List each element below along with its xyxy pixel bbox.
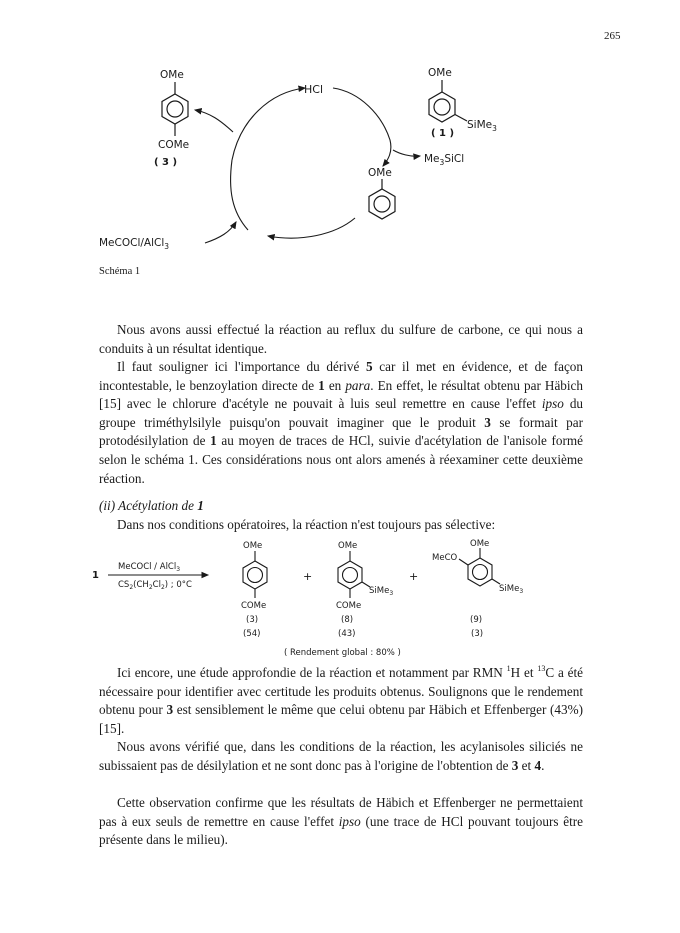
compound-3-come: COMe	[158, 139, 190, 151]
product-3-yield: (54)	[243, 629, 261, 639]
product-8-label: (8)	[341, 615, 354, 625]
paragraph-2: Il faut souligner ici l'importance du dérivé 5 car il met en évidence, et de façon incontestable, le benzoylation directe de 1 en para. En effet, le résultat obtenu par Häbich [15] avec le chlorure d'acétyle ne pouvait à luis seul remettre en cause l'effet ipso du groupe triméthylsilyle puisqu'on pouvait imaginer que le produit 3 se formait par protodésilylation de 1 au moyen de traces de HCl, suivie d'acétylation de l'anisole formé selon le schéma 1. Ces considérations nous ont alors amenés à réexaminer cette deuxième réaction.	[99, 359, 584, 486]
reagent-bottom: $CS_2(CH_2Cl_2)$ ; 0°C	[118, 580, 192, 591]
product-3-structure	[243, 551, 267, 598]
scheme-1-caption: Schéma 1	[99, 266, 141, 277]
me3sicl-label: $Me_3SiCl$	[424, 153, 465, 167]
compound-1-ome: OMe	[428, 67, 452, 79]
compound-1-sime3: SiMe$_3$	[467, 119, 497, 133]
paragraph-1: Nous avons aussi effectué la réaction au reflux du sulfure de carbone, ce qui nous a conduits à un résultat identique.	[99, 322, 583, 356]
mecocl-label: MeCOCl/AlCl$_3$	[99, 237, 170, 251]
compound-1-label: ( 1 )	[431, 128, 455, 139]
compound-3-label: ( 3 )	[154, 157, 178, 168]
plus-1: +	[303, 570, 313, 583]
product-8-structure	[338, 551, 370, 598]
product-9-sime3: SiMe$_3$	[499, 584, 524, 595]
paragraph-6: Cette observation confirme que les résultats de Häbich et Effenberger ne permettaient pas à eux seuls de remettre en cause l'effet ipso (une trace de HCl pouvant toujours être présente dans le milieu).	[99, 795, 583, 848]
product-8-ome: OMe	[338, 541, 358, 551]
reactant-1: 1	[92, 570, 99, 581]
product-3-label: (3)	[246, 615, 259, 625]
compound-3-ome: OMe	[160, 69, 184, 81]
hcl-label: HCl	[304, 83, 324, 96]
product-9-yield: (3)	[471, 629, 484, 639]
product-9-meco: MeCO	[432, 553, 458, 563]
product-8-yield: (43)	[338, 629, 356, 639]
product-9-label: (9)	[470, 615, 483, 625]
reagent-top: MeCOCl / AlCl$_3$	[118, 562, 181, 573]
plus-2: +	[409, 570, 419, 583]
product-3-ome: OMe	[243, 541, 263, 551]
paragraph-3: Dans nos conditions opératoires, la réaction n'est toujours pas sélective:	[117, 517, 496, 532]
product-8-sime3: SiMe$_3$	[369, 586, 394, 597]
product-9-ome: OMe	[470, 539, 490, 549]
anisole-ome: OMe	[368, 167, 392, 179]
paragraph-4: Ici encore, une étude approfondie de la réaction et notamment par RMN $^1$H et $^{13}$C a été nécessaire pour identifier avec certitude les produits obtenus. Soulignons que le rendement obtenu pour 3 est sensiblement le même que celui obtenu par Häbich et Effenberger (43%) [15].	[99, 664, 584, 736]
product-8-come: COMe	[336, 601, 362, 611]
product-3-come: COMe	[241, 601, 267, 611]
global-yield: ( Rendement global : 80% )	[284, 648, 401, 658]
paragraph-5: Nous avons vérifié que, dans les conditions de la réaction, les acylanisoles siliciés ne subissaient pas de désilylation et ne sont donc pas à l'origine de l'obtention de 3 et 4.	[99, 739, 583, 773]
page-number: 265	[604, 30, 621, 42]
section-title: (ii) Acétylation de 1	[99, 498, 204, 513]
product-9-structure	[459, 548, 500, 586]
